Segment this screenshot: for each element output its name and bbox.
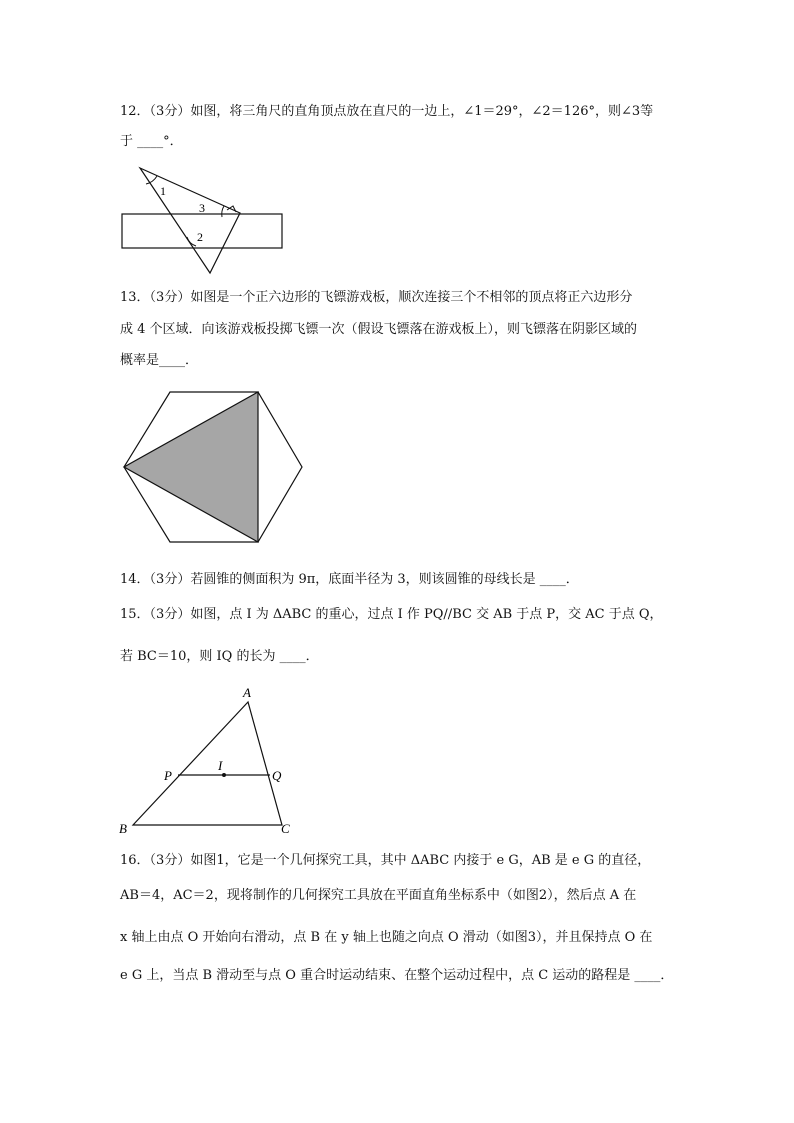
label-c: C <box>281 821 290 836</box>
q16-text-line1: 16．（3分）如图1，它是一个几何探究工具，其中 ΔABC 内接于 e G，AB 是 e G 的直径， <box>120 853 651 868</box>
label-b: B <box>119 821 127 836</box>
q13-text-line1: 13．（3分）如图是一个正六边形的飞镖游戏板，顺次连接三个不相邻的顶点将正六边形分 <box>120 290 633 305</box>
angle3-label: 3 <box>199 201 205 215</box>
q16-text-line3: x 轴上由点 O 开始向右滑动，点 B 在 y 轴上也随之向点 O 滑动（如图3），并且保持点 O 在 <box>120 930 653 945</box>
angle3-arc <box>222 206 224 217</box>
q15-text-line1: 15．（3分）如图，点 I 为 ΔABC 的重心，过点 I 作 PQ//BC 交 AB 于点 P，交 AC 于点 Q， <box>120 607 663 622</box>
q15-figure-triangle <box>110 682 300 837</box>
q13-text-line2: 成 4 个区域．向该游戏板投掷飞镖一次（假设飞镖落在游戏板上），则飞镖落在阴影区域的 <box>120 322 638 337</box>
q13-figure-hexagon-board <box>115 385 315 555</box>
q12-text-line2: 于 ____°． <box>120 134 183 149</box>
triangle-abc <box>133 702 282 825</box>
q14-text-line1: 14．（3分）若圆锥的侧面积为 9π，底面半径为 3，则该圆锥的母线长是 ____． <box>120 572 579 587</box>
label-i: I <box>218 758 223 773</box>
angle2-label: 2 <box>197 230 203 244</box>
q13-text-line3: 概率是____． <box>120 353 199 368</box>
q16-text-line4: e G 上，当点 B 滑动至与点 O 重合时运动结束、在整个运动过程中，点 C 运动的路程是 ____． <box>120 968 674 983</box>
q16-text-line2: AB＝4，AC＝2，现将制作的几何探究工具放在平面直角坐标系中（如图2），然后点 A 在 <box>120 888 637 903</box>
label-q: Q <box>272 768 282 783</box>
label-a: A <box>243 685 251 700</box>
q12-text-line1: 12．（3分）如图，将三角尺的直角顶点放在直尺的一边上，∠1＝29°，∠2＝126°，则∠3等 <box>120 104 654 119</box>
q12-figure <box>110 160 300 280</box>
shaded-triangle <box>124 392 258 542</box>
angle1-label: 1 <box>160 184 166 198</box>
point-i <box>222 773 226 777</box>
set-square-triangle <box>140 168 240 273</box>
label-p: P <box>164 768 172 783</box>
q15-text-line2: 若 BC＝10，则 IQ 的长为 ____． <box>120 649 319 664</box>
